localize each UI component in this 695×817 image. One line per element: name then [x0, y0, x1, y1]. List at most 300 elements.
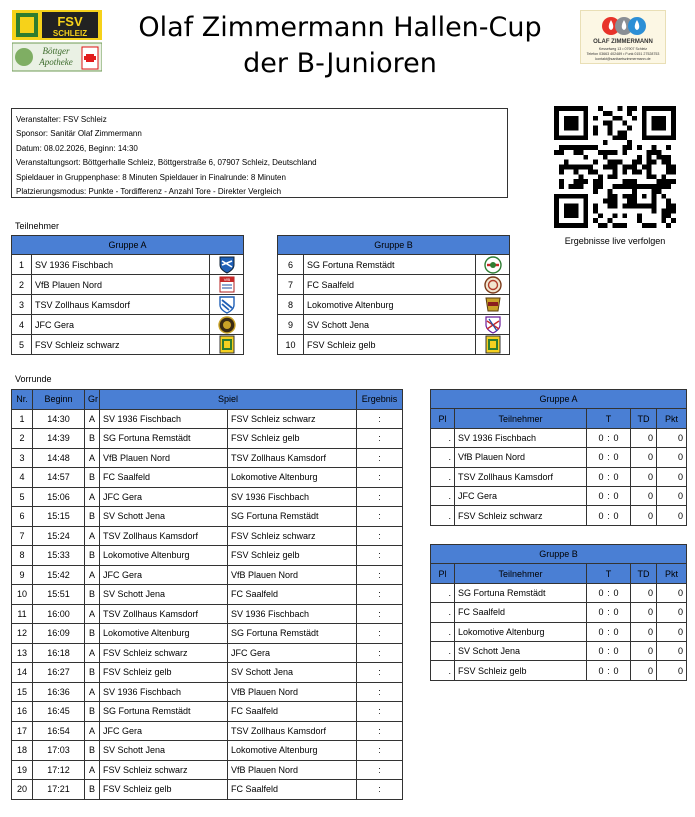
standings-team: TSV Zollhaus Kamsdorf: [455, 467, 587, 486]
match-away-team: FSV Schleiz schwarz: [228, 409, 357, 429]
standings-col-diff: TD: [631, 409, 657, 428]
fischbach-crest-icon: [218, 255, 236, 274]
participant-name: FSV Schleiz schwarz: [32, 335, 210, 355]
participant-logo-cell: [476, 255, 510, 275]
participant-number: 6: [278, 255, 304, 275]
match-group: A: [85, 604, 100, 624]
standings-col-team: Teilnehmer: [455, 409, 587, 428]
schedule-label: Vorrunde: [15, 374, 52, 384]
participant-number: 8: [278, 295, 304, 315]
match-home-team: SV 1936 Fischbach: [100, 409, 228, 429]
match-group: B: [85, 546, 100, 566]
standings-goals: [587, 428, 631, 447]
goals-against: 0: [613, 646, 619, 657]
match-away-team: FC Saalfeld: [228, 780, 357, 800]
participant-logo-cell: [210, 315, 244, 335]
match-home-team: JFC Gera: [100, 487, 228, 507]
standings-col-points: Pkt: [657, 564, 687, 583]
boettger-apotheke-logo: [12, 43, 102, 71]
match-home-team: FC Saalfeld: [100, 468, 228, 488]
qr-caption: Ergebnisse live verfolgen: [564, 236, 666, 246]
standings-place: .: [431, 583, 455, 602]
match-home-team: FSV Schleiz gelb: [100, 663, 228, 683]
match-group: A: [85, 643, 100, 663]
sanitary-drops-icon: [581, 13, 667, 39]
info-duration: Spieldauer in Gruppenphase: 8 Minuten Spieldauer in Finalrunde: 8 Minuten: [16, 172, 286, 182]
match-away-team: FSV Schleiz schwarz: [228, 526, 357, 546]
standings-row: [431, 486, 687, 505]
match-time: 16:54: [33, 721, 85, 741]
zimmermann-email: kontakt@sanitaetszimmermann.de: [595, 57, 651, 61]
participant-number: 4: [12, 315, 32, 335]
match-home-team: VfB Plauen Nord: [100, 448, 228, 468]
match-group: A: [85, 682, 100, 702]
goals-for: 0: [598, 587, 604, 598]
match-time: 14:39: [33, 429, 85, 449]
standings-team: JFC Gera: [455, 486, 587, 505]
match-group: A: [85, 721, 100, 741]
standings-points: 0: [657, 506, 687, 525]
match-away-team: SV 1936 Fischbach: [228, 487, 357, 507]
match-number: 9: [12, 565, 33, 585]
participant-number: 1: [12, 255, 32, 275]
match-group: B: [85, 585, 100, 605]
participant-row: [278, 295, 510, 315]
info-venue: Veranstaltungsort: Böttgerhalle Schleiz, Böttgerstraße 6, 07907 Schleiz, Deutschland: [16, 158, 317, 168]
standings-col-pl: Pl: [431, 409, 455, 428]
col-start: Beginn: [33, 390, 85, 410]
gera-crest-icon: [218, 315, 236, 334]
match-result[interactable]: :: [357, 448, 403, 468]
schleiz-crest-icon: [218, 335, 236, 354]
match-time: 15:42: [33, 565, 85, 585]
col-nr: Nr.: [12, 390, 33, 410]
standings-goal-diff: 0: [631, 448, 657, 467]
match-time: 16:00: [33, 604, 85, 624]
match-away-team: SG Fortuna Remstädt: [228, 507, 357, 527]
page-title: [105, 10, 575, 82]
match-home-team: SV Schott Jena: [100, 585, 228, 605]
match-time: 15:51: [33, 585, 85, 605]
participant-number: 2: [12, 275, 32, 295]
match-row: [12, 429, 403, 449]
standings-goals: [587, 506, 631, 525]
match-group: B: [85, 429, 100, 449]
goals-separator: :: [607, 665, 610, 676]
goals-for: 0: [598, 646, 604, 657]
match-time: 17:03: [33, 741, 85, 761]
goals-against: 0: [613, 587, 619, 598]
standings-goals: [587, 448, 631, 467]
participant-name: JFC Gera: [32, 315, 210, 335]
match-time: 17:21: [33, 780, 85, 800]
goals-separator: :: [607, 452, 610, 463]
goals-against: 0: [613, 510, 619, 521]
standings-team: SV Schott Jena: [455, 641, 587, 660]
match-group: B: [85, 468, 100, 488]
standings-goals: [587, 486, 631, 505]
standings-col-diff: TD: [631, 564, 657, 583]
zimmermann-phone: Telefon 03663 402489 • Funk 0151 27528753: [586, 52, 660, 56]
match-time: 15:15: [33, 507, 85, 527]
col-group: Gr: [85, 390, 100, 410]
match-away-team: VfB Plauen Nord: [228, 565, 357, 585]
standings-a-title: Gruppe A: [431, 390, 687, 409]
match-row: [12, 780, 403, 800]
schleiz-crest-icon: [484, 335, 502, 354]
match-row: [12, 741, 403, 761]
standings-place: .: [431, 448, 455, 467]
standings-goal-diff: 0: [631, 428, 657, 447]
standings-place: .: [431, 622, 455, 641]
match-away-team: Lokomotive Altenburg: [228, 741, 357, 761]
info-sponsor: Sponsor: Sanitär Olaf Zimmermann: [16, 129, 142, 139]
schedule-table: [11, 389, 403, 800]
standings-goal-diff: 0: [631, 583, 657, 602]
standings-goals: [587, 641, 631, 660]
match-group: B: [85, 702, 100, 722]
standings-goal-diff: 0: [631, 486, 657, 505]
match-time: 15:24: [33, 526, 85, 546]
participant-number: 9: [278, 315, 304, 335]
group-a-header: Gruppe A: [12, 236, 244, 255]
standings-points: 0: [657, 622, 687, 641]
goals-for: 0: [598, 432, 604, 443]
match-row: [12, 468, 403, 488]
standings-row: [431, 583, 687, 602]
saalfeld-crest-icon: [484, 275, 502, 294]
standings-goal-diff: 0: [631, 603, 657, 622]
goals-for: 0: [598, 452, 604, 463]
match-time: 16:18: [33, 643, 85, 663]
match-home-team: JFC Gera: [100, 721, 228, 741]
standings-place: .: [431, 486, 455, 505]
standings-points: 0: [657, 583, 687, 602]
match-result[interactable]: :: [357, 565, 403, 585]
standings-row: [431, 428, 687, 447]
standings-goals: [587, 661, 631, 680]
standings-place: .: [431, 428, 455, 447]
match-home-team: FSV Schleiz schwarz: [100, 643, 228, 663]
match-result[interactable]: :: [357, 741, 403, 761]
match-result[interactable]: :: [357, 604, 403, 624]
match-row: [12, 682, 403, 702]
standings-group-a: [430, 389, 687, 526]
match-group: B: [85, 624, 100, 644]
standings-goals: [587, 583, 631, 602]
goals-separator: :: [607, 587, 610, 598]
standings-col-pl: Pl: [431, 564, 455, 583]
goals-against: 0: [613, 452, 619, 463]
match-result[interactable]: :: [357, 682, 403, 702]
participant-logo-cell: [476, 335, 510, 355]
match-time: 16:36: [33, 682, 85, 702]
info-date: Datum: 08.02.2026, Beginn: 14:30: [16, 143, 138, 153]
goals-against: 0: [613, 626, 619, 637]
goals-for: 0: [598, 626, 604, 637]
match-home-team: TSV Zollhaus Kamsdorf: [100, 604, 228, 624]
standings-goals: [587, 467, 631, 486]
match-group: A: [85, 760, 100, 780]
plauen-crest-icon: [218, 275, 236, 294]
match-row: [12, 448, 403, 468]
match-away-team: FSV Schleiz gelb: [228, 429, 357, 449]
altenburg-crest-icon: [484, 295, 502, 314]
participant-name: SG Fortuna Remstädt: [304, 255, 476, 275]
match-number: 16: [12, 702, 33, 722]
match-away-team: FC Saalfeld: [228, 702, 357, 722]
match-away-team: TSV Zollhaus Kamsdorf: [228, 448, 357, 468]
match-row: [12, 643, 403, 663]
svg-text:Apotheke: Apotheke: [39, 57, 73, 67]
standings-team: Lokomotive Altenburg: [455, 622, 587, 641]
match-row: [12, 507, 403, 527]
standings-points: 0: [657, 486, 687, 505]
match-group: A: [85, 487, 100, 507]
participant-row: [12, 295, 244, 315]
match-number: 12: [12, 624, 33, 644]
standings-col-points: Pkt: [657, 409, 687, 428]
standings-row: [431, 467, 687, 486]
match-home-team: Lokomotive Altenburg: [100, 546, 228, 566]
match-number: 1: [12, 409, 33, 429]
standings-team: FSV Schleiz gelb: [455, 661, 587, 680]
participant-row: [12, 255, 244, 275]
match-number: 3: [12, 448, 33, 468]
sponsor-logo-zimmermann: [580, 10, 666, 64]
participant-logo-cell: [210, 275, 244, 295]
goals-for: 0: [598, 607, 604, 618]
match-group: B: [85, 663, 100, 683]
participant-name: TSV Zollhaus Kamsdorf: [32, 295, 210, 315]
standings-row: [431, 506, 687, 525]
match-row: [12, 546, 403, 566]
match-row: [12, 526, 403, 546]
participants-label: Teilnehmer: [15, 221, 60, 231]
match-time: 15:06: [33, 487, 85, 507]
match-away-team: SG Fortuna Remstädt: [228, 624, 357, 644]
match-row: [12, 702, 403, 722]
standings-points: 0: [657, 467, 687, 486]
remstaedt-crest-icon: [484, 255, 502, 274]
standings-row: [431, 448, 687, 467]
match-time: 14:30: [33, 409, 85, 429]
match-result[interactable]: :: [357, 702, 403, 722]
goals-for: 0: [598, 510, 604, 521]
participant-logo-cell: [210, 255, 244, 275]
match-group: B: [85, 741, 100, 761]
participant-row: [12, 275, 244, 295]
participant-name: Lokomotive Altenburg: [304, 295, 476, 315]
standings-team: VfB Plauen Nord: [455, 448, 587, 467]
standings-place: .: [431, 661, 455, 680]
info-organizer: Veranstalter: FSV Schleiz: [16, 115, 107, 124]
match-away-team: JFC Gera: [228, 643, 357, 663]
kamsdorf-crest-icon: [218, 295, 236, 314]
goals-separator: :: [607, 626, 610, 637]
standings-row: [431, 603, 687, 622]
match-home-team: SG Fortuna Remstädt: [100, 702, 228, 722]
match-result[interactable]: :: [357, 721, 403, 741]
participant-number: 10: [278, 335, 304, 355]
match-group: A: [85, 448, 100, 468]
standings-place: .: [431, 603, 455, 622]
standings-goal-diff: 0: [631, 622, 657, 641]
match-row: [12, 409, 403, 429]
match-number: 10: [12, 585, 33, 605]
match-number: 8: [12, 546, 33, 566]
match-number: 5: [12, 487, 33, 507]
match-result[interactable]: :: [357, 429, 403, 449]
match-result[interactable]: :: [357, 663, 403, 683]
match-number: 19: [12, 760, 33, 780]
match-home-team: SV 1936 Fischbach: [100, 682, 228, 702]
match-result[interactable]: :: [357, 760, 403, 780]
goals-for: 0: [598, 665, 604, 676]
participants-group-a: [11, 235, 244, 355]
match-result[interactable]: :: [357, 624, 403, 644]
zimmermann-name: OLAF ZIMMERMANN: [593, 39, 653, 45]
standings-points: 0: [657, 428, 687, 447]
match-result[interactable]: :: [357, 468, 403, 488]
match-row: [12, 624, 403, 644]
match-group: A: [85, 409, 100, 429]
participant-number: 7: [278, 275, 304, 295]
match-result[interactable]: :: [357, 409, 403, 429]
match-row: [12, 585, 403, 605]
match-result[interactable]: :: [357, 526, 403, 546]
zimmermann-address: Kesselweg 13 • 07907 Schleiz: [598, 47, 648, 51]
title-line-2: der B-Junioren: [243, 48, 437, 79]
goals-against: 0: [613, 607, 619, 618]
standings-row: [431, 641, 687, 660]
match-away-team: FC Saalfeld: [228, 585, 357, 605]
participant-row: [12, 335, 244, 355]
match-time: 16:27: [33, 663, 85, 683]
match-home-team: Lokomotive Altenburg: [100, 624, 228, 644]
goals-against: 0: [613, 665, 619, 676]
match-group: A: [85, 565, 100, 585]
match-time: 16:45: [33, 702, 85, 722]
match-result[interactable]: :: [357, 585, 403, 605]
standings-goal-diff: 0: [631, 506, 657, 525]
standings-b-title: Gruppe B: [431, 545, 687, 564]
participant-logo-cell: [476, 295, 510, 315]
match-home-team: FSV Schleiz schwarz: [100, 760, 228, 780]
match-time: 14:48: [33, 448, 85, 468]
goals-separator: :: [607, 491, 610, 502]
participant-number: 3: [12, 295, 32, 315]
col-result: Ergebnis: [357, 390, 403, 410]
match-away-team: Lokomotive Altenburg: [228, 468, 357, 488]
svg-text:Böttger: Böttger: [42, 46, 70, 56]
title-line-1: Olaf Zimmermann Hallen-Cup: [138, 12, 542, 43]
info-ranking-mode: Platzierungsmodus: Punkte - Tordifferenz - Anzahl Tore - Direkter Vergleich: [16, 187, 282, 197]
participant-logo-cell: [210, 335, 244, 355]
participant-name: SV Schott Jena: [304, 315, 476, 335]
goals-separator: :: [607, 510, 610, 521]
participant-row: [278, 275, 510, 295]
goals-separator: :: [607, 432, 610, 443]
goals-separator: :: [607, 646, 610, 657]
participant-row: [278, 255, 510, 275]
match-row: [12, 760, 403, 780]
participant-logo-cell: [476, 275, 510, 295]
goals-separator: :: [607, 471, 610, 482]
standings-col-goals: T: [587, 409, 631, 428]
svg-text:VfB: VfB: [223, 277, 230, 283]
goals-for: 0: [598, 471, 604, 482]
standings-goal-diff: 0: [631, 467, 657, 486]
match-number: 15: [12, 682, 33, 702]
standings-goals: [587, 603, 631, 622]
match-result[interactable]: :: [357, 507, 403, 527]
standings-team: FC Saalfeld: [455, 603, 587, 622]
standings-place: .: [431, 641, 455, 660]
participant-logo-cell: [476, 315, 510, 335]
match-time: 15:33: [33, 546, 85, 566]
fsv-schleiz-logo: [12, 10, 102, 40]
match-result[interactable]: :: [357, 487, 403, 507]
match-result[interactable]: :: [357, 643, 403, 663]
col-match: Spiel: [100, 390, 357, 410]
match-home-team: SV Schott Jena: [100, 507, 228, 527]
standings-row: [431, 622, 687, 641]
match-home-team: TSV Zollhaus Kamsdorf: [100, 526, 228, 546]
match-away-team: FSV Schleiz gelb: [228, 546, 357, 566]
standings-points: 0: [657, 641, 687, 660]
standings-place: .: [431, 467, 455, 486]
match-time: 17:12: [33, 760, 85, 780]
match-result[interactable]: :: [357, 546, 403, 566]
standings-points: 0: [657, 448, 687, 467]
standings-place: .: [431, 506, 455, 525]
standings-goals: [587, 622, 631, 641]
participant-row: [12, 315, 244, 335]
match-number: 13: [12, 643, 33, 663]
standings-group-b: [430, 544, 687, 681]
match-result[interactable]: :: [357, 780, 403, 800]
match-number: 7: [12, 526, 33, 546]
match-away-team: TSV Zollhaus Kamsdorf: [228, 721, 357, 741]
goals-against: 0: [613, 432, 619, 443]
standings-goal-diff: 0: [631, 661, 657, 680]
standings-col-team: Teilnehmer: [455, 564, 587, 583]
standings-goal-diff: 0: [631, 641, 657, 660]
goals-for: 0: [598, 491, 604, 502]
match-time: 16:09: [33, 624, 85, 644]
match-row: [12, 721, 403, 741]
standings-points: 0: [657, 603, 687, 622]
standings-team: FSV Schleiz schwarz: [455, 506, 587, 525]
qr-code-icon[interactable]: [554, 106, 676, 228]
match-row: [12, 565, 403, 585]
match-number: 20: [12, 780, 33, 800]
group-b-header: Gruppe B: [278, 236, 510, 255]
match-away-team: SV Schott Jena: [228, 663, 357, 683]
participant-name: FC Saalfeld: [304, 275, 476, 295]
svg-text:SCHLEIZ: SCHLEIZ: [52, 29, 88, 38]
match-away-team: VfB Plauen Nord: [228, 682, 357, 702]
match-row: [12, 604, 403, 624]
match-row: [12, 663, 403, 683]
sponsor-logos-left: [12, 10, 102, 72]
participant-logo-cell: [210, 295, 244, 315]
participant-row: [278, 335, 510, 355]
participants-group-b: [277, 235, 510, 355]
match-home-team: SG Fortuna Remstädt: [100, 429, 228, 449]
goals-against: 0: [613, 471, 619, 482]
